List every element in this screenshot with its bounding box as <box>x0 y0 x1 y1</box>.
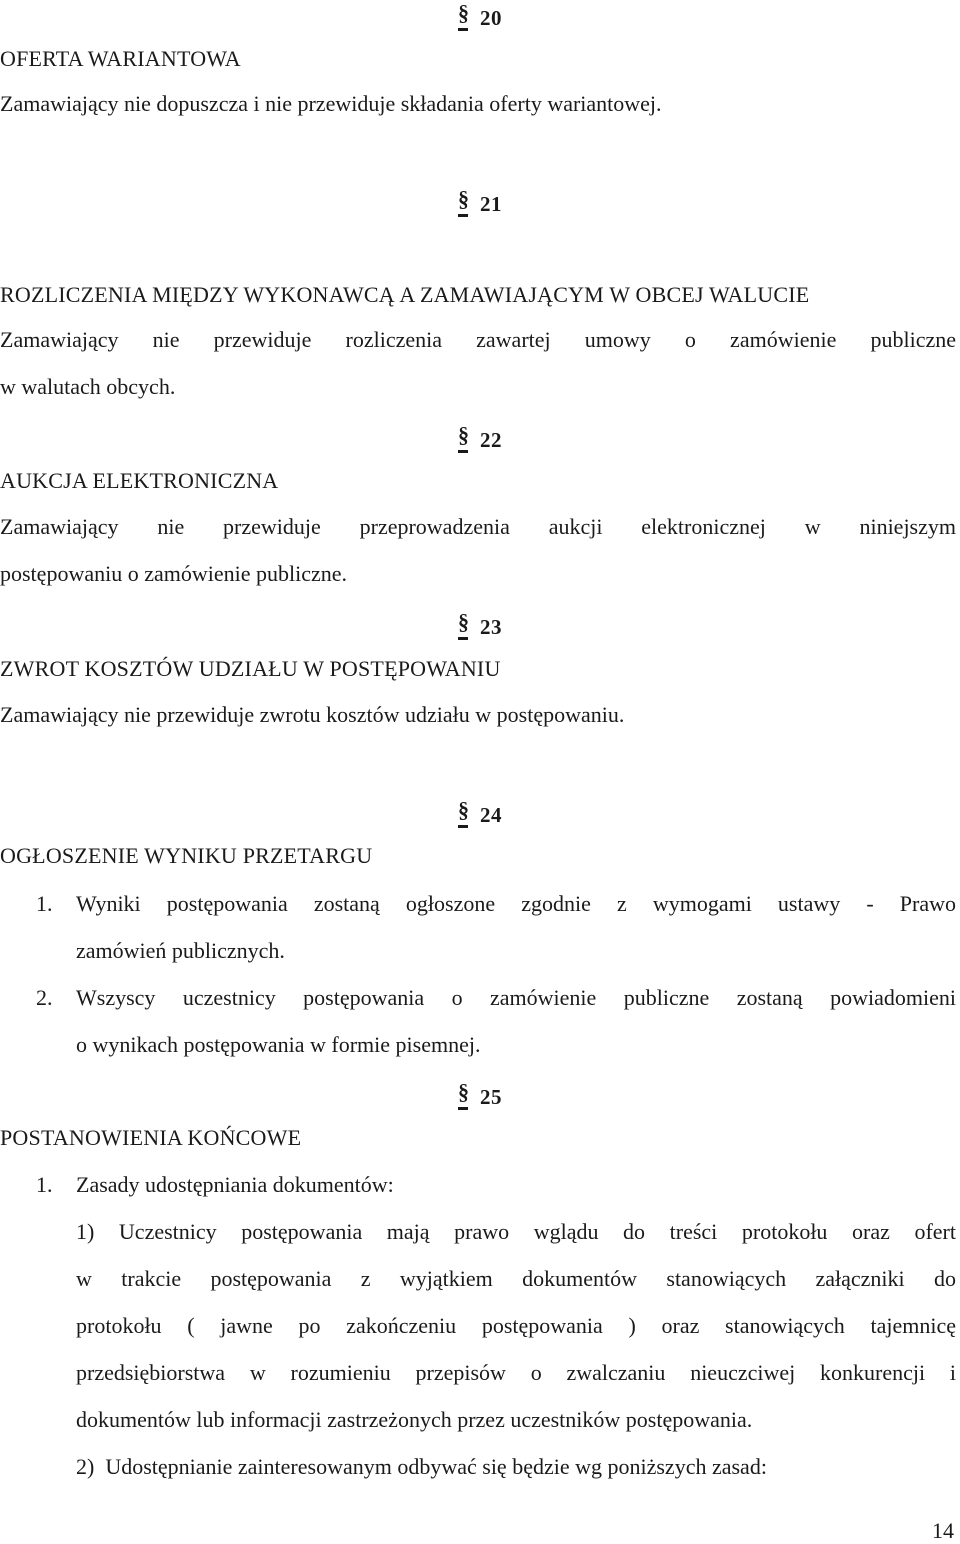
section-sign-icon <box>458 424 468 453</box>
paragraph-aukcja-line-1: Zamawiający nie przewiduje przeprowadzenia aukcji elektronicznej w niniejszym <box>0 514 956 539</box>
list-item-number: 1. <box>36 891 53 916</box>
paragraph-zwrot-kosztow: Zamawiający nie przewiduje zwrotu kosztów udziału w postępowaniu. <box>0 702 625 727</box>
list-item-ogloszenie-2-line-1: Wszyscy uczestnicy postępowania o zamówienie publiczne zostaną powiadomieni <box>76 985 956 1010</box>
list-item-ogloszenie-2-line-2: o wynikach postępowania w formie pisemnej. <box>76 1032 481 1057</box>
section-sign-icon <box>458 611 468 640</box>
section-sign-icon <box>458 799 468 828</box>
page-number: 14 <box>932 1518 954 1543</box>
sub-item-1-line-2: w trakcie postępowania z wyjątkiem dokumentów stanowiących załączniki do <box>76 1266 956 1291</box>
paragraph-aukcja-line-2: postępowaniu o zamówienie publiczne. <box>0 561 348 586</box>
sub-item-1-line-4: przedsiębiorstwa w rozumieniu przepisów o zwalczaniu nieuczciwej konkurencji i <box>76 1360 956 1385</box>
sub-item-2: 2) Udostępnianie zainteresowanym odbywać się będzie wg poniższych zasad: <box>76 1454 767 1479</box>
section-heading-oferta-wariantowa: OFERTA WARIANTOWA <box>0 46 241 71</box>
paragraph-oferta-wariantowa: Zamawiający nie dopuszcza i nie przewiduje składania oferty wariantowej. <box>0 91 662 116</box>
list-item-zasady: Zasady udostępniania dokumentów: <box>76 1172 394 1197</box>
section-heading-zwrot-kosztow: ZWROT KOSZTÓW UDZIAŁU W POSTĘPOWANIU <box>0 656 501 681</box>
sub-item-1-line-3: protokołu ( jawne po zakończeniu postępowania ) oraz stanowiących tajemnicę <box>76 1313 956 1338</box>
section-heading-ogloszenie: OGŁOSZENIE WYNIKU PRZETARGU <box>0 843 373 868</box>
section-number-25: §25 <box>458 1081 502 1110</box>
section-number-21: §21 <box>458 188 502 217</box>
sub-item-1-line-5: dokumentów lub informacji zastrzeżonych przez uczestników postępowania. <box>76 1407 753 1432</box>
section-number-24: §24 <box>458 799 502 828</box>
list-item-ogloszenie-1-line-2: zamówień publicznych. <box>76 938 285 963</box>
paragraph-rozliczenia-line-2: w walutach obcych. <box>0 374 176 399</box>
section-heading-rozliczenia: ROZLICZENIA MIĘDZY WYKONAWCĄ A ZAMAWIAJĄCYM W OBCEJ WALUCIE <box>0 282 810 307</box>
section-sign-icon <box>458 2 468 31</box>
list-item-number: 1. <box>36 1172 53 1197</box>
sub-item-1-line-1: 1) Uczestnicy postępowania mają prawo wglądu do treści protokołu oraz ofert <box>76 1219 956 1244</box>
list-item-number: 2. <box>36 985 53 1010</box>
paragraph-rozliczenia-line-1: Zamawiający nie przewiduje rozliczenia zawartej umowy o zamówienie publiczne <box>0 327 956 352</box>
section-heading-aukcja: AUKCJA ELEKTRONICZNA <box>0 468 279 493</box>
section-number-22: §22 <box>458 424 502 453</box>
list-item-ogloszenie-1-line-1: Wyniki postępowania zostaną ogłoszone zgodnie z wymogami ustawy - Prawo <box>76 891 956 916</box>
section-sign-icon <box>458 188 468 217</box>
section-heading-postanowienia: POSTANOWIENIA KOŃCOWE <box>0 1125 302 1150</box>
section-number-23: §23 <box>458 611 502 640</box>
section-sign-icon <box>458 1081 468 1110</box>
section-number-20: §20 <box>458 2 502 31</box>
